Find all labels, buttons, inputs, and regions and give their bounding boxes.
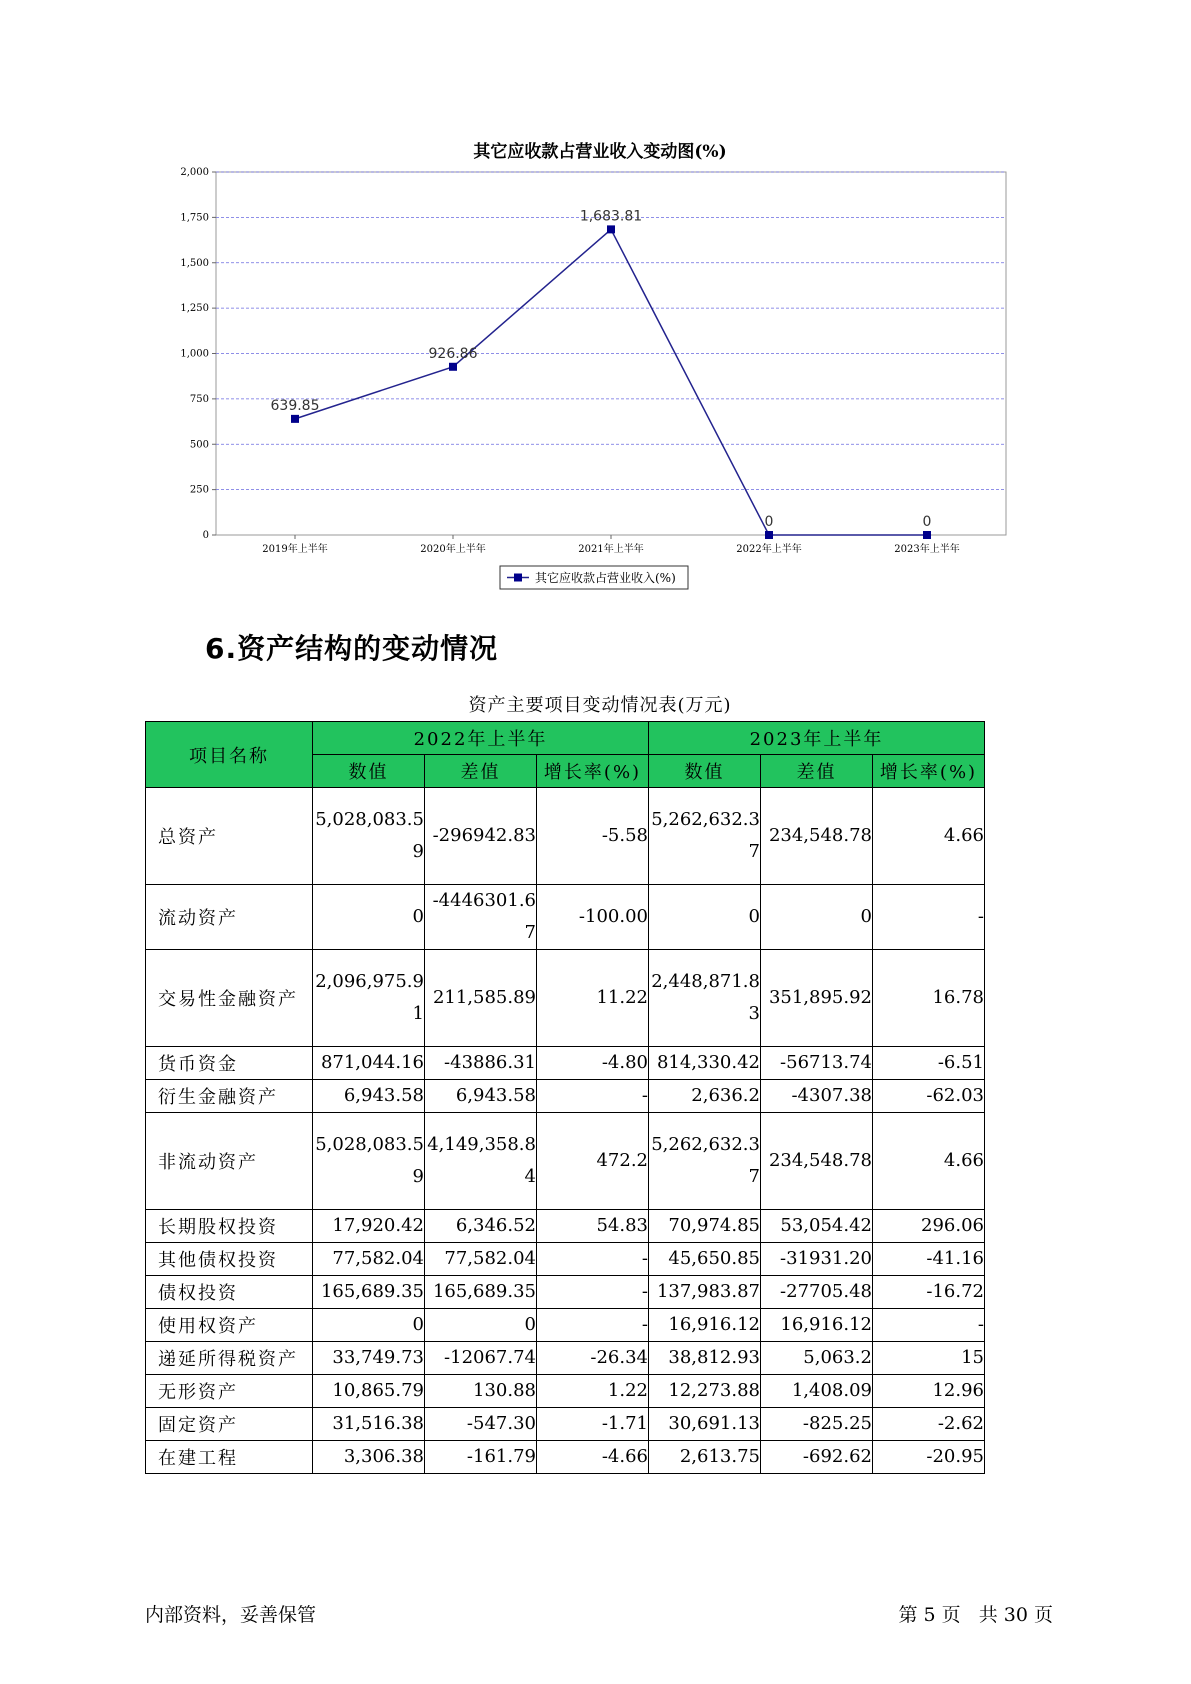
cell-diff-2022: 6,943.58 (425, 1080, 537, 1113)
row-name: 流动资产 (146, 885, 313, 950)
header-period-2022: 2022年上半年 (313, 722, 649, 755)
cell-value-2023: 70,974.85 (649, 1210, 761, 1243)
header-value-2023: 数值 (649, 755, 761, 788)
header-value-2022: 数值 (313, 755, 425, 788)
cell-diff-2022: 211,585.89 (425, 950, 537, 1047)
cell-diff-2022: 77,582.04 (425, 1243, 537, 1276)
cell-growth-2023: - (873, 885, 985, 950)
cell-diff-2023: 16,916.12 (761, 1309, 873, 1342)
x-tick-label: 2021年上半年 (578, 544, 644, 555)
table-row (146, 1210, 985, 1243)
cell-value-2022: 871,044.16 (313, 1047, 425, 1080)
footer-confidential-note: 内部资料，妥善保管 (145, 1604, 317, 1626)
footer-page-number: 第 5 页 共 30 页 (898, 1604, 1053, 1626)
cell-value-2022: 6,943.58 (313, 1080, 425, 1113)
cell-growth-2022: - (537, 1309, 649, 1342)
legend-marker-icon (514, 574, 522, 582)
cell-growth-2023: 16.78 (873, 950, 985, 1047)
cell-growth-2023: 4.66 (873, 1113, 985, 1210)
cell-value-2023: 0 (649, 885, 761, 950)
row-name: 非流动资产 (146, 1113, 313, 1210)
row-name: 衍生金融资产 (146, 1080, 313, 1113)
cell-diff-2022: -296942.83 (425, 788, 537, 885)
row-name: 固定资产 (146, 1408, 313, 1441)
cell-value-2023: 38,812.93 (649, 1342, 761, 1375)
row-name: 在建工程 (146, 1441, 313, 1474)
cell-value-2022: 17,920.42 (313, 1210, 425, 1243)
cell-growth-2023: 4.66 (873, 788, 985, 885)
cell-growth-2022: - (537, 1243, 649, 1276)
data-label: 926.86 (428, 345, 478, 362)
cell-growth-2022: - (537, 1276, 649, 1309)
cell-value-2023: 2,448,871.83 (649, 950, 761, 1047)
table-caption: 资产主要项目变动情况表(万元) (468, 695, 732, 716)
cell-diff-2022: -4446301.67 (425, 885, 537, 950)
cell-value-2022: 33,749.73 (313, 1342, 425, 1375)
cell-diff-2023: 0 (761, 885, 873, 950)
row-name: 交易性金融资产 (146, 950, 313, 1047)
data-label: 0 (764, 514, 774, 530)
cell-diff-2023: 234,548.78 (761, 788, 873, 885)
cell-growth-2023: 12.96 (873, 1375, 985, 1408)
cell-diff-2022: -161.79 (425, 1441, 537, 1474)
x-tick-label: 2022年上半年 (736, 544, 802, 555)
data-point (923, 531, 931, 539)
cell-growth-2023: -41.16 (873, 1243, 985, 1276)
cell-value-2022: 77,582.04 (313, 1243, 425, 1276)
cell-growth-2023: -16.72 (873, 1276, 985, 1309)
header-growth-2022: 增长率(%) (537, 755, 649, 788)
section-heading: 6.资产结构的变动情况 (205, 632, 499, 665)
cell-value-2023: 5,262,632.37 (649, 1113, 761, 1210)
cell-diff-2022: 4,149,358.84 (425, 1113, 537, 1210)
table-row (146, 885, 985, 950)
cell-diff-2023: 53,054.42 (761, 1210, 873, 1243)
cell-diff-2023: 351,895.92 (761, 950, 873, 1047)
cell-diff-2023: 1,408.09 (761, 1375, 873, 1408)
cell-value-2022: 0 (313, 885, 425, 950)
table-row (146, 1441, 985, 1474)
cell-growth-2023: -20.95 (873, 1441, 985, 1474)
table-row (146, 950, 985, 1047)
cell-diff-2023: -31931.20 (761, 1243, 873, 1276)
y-tick-label: 750 (189, 393, 209, 405)
chart-title: 其它应收款占营业收入变动图(%) (473, 142, 727, 162)
cell-value-2023: 12,273.88 (649, 1375, 761, 1408)
row-name: 使用权资产 (146, 1309, 313, 1342)
cell-growth-2022: -4.66 (537, 1441, 649, 1474)
y-tick-label: 0 (202, 530, 209, 541)
cell-diff-2022: 6,346.52 (425, 1210, 537, 1243)
cell-value-2022: 3,306.38 (313, 1441, 425, 1474)
cell-growth-2023: -2.62 (873, 1408, 985, 1441)
cell-diff-2023: -4307.38 (761, 1080, 873, 1113)
cell-value-2022: 0 (313, 1309, 425, 1342)
cell-growth-2022: -4.80 (537, 1047, 649, 1080)
cell-growth-2022: -1.71 (537, 1408, 649, 1441)
cell-diff-2023: -56713.74 (761, 1047, 873, 1080)
data-label: 1,683.81 (579, 208, 643, 225)
cell-growth-2023: -62.03 (873, 1080, 985, 1113)
cell-value-2022: 5,028,083.59 (313, 788, 425, 885)
cell-diff-2022: 0 (425, 1309, 537, 1342)
table-row (146, 1080, 985, 1113)
row-name: 长期股权投资 (146, 1210, 313, 1243)
header-period-2023: 2023年上半年 (649, 722, 985, 755)
cell-value-2022: 2,096,975.91 (313, 950, 425, 1047)
x-tick-label: 2023年上半年 (894, 544, 960, 555)
cell-diff-2022: 165,689.35 (425, 1276, 537, 1309)
y-axis-ticks (180, 167, 216, 541)
row-name: 总资产 (146, 788, 313, 885)
y-tick-label: 1,000 (180, 348, 209, 360)
cell-value-2022: 10,865.79 (313, 1375, 425, 1408)
table-row (146, 1113, 985, 1210)
data-point (449, 363, 457, 371)
table-row (146, 1375, 985, 1408)
row-name: 递延所得税资产 (146, 1342, 313, 1375)
y-tick-label: 1,250 (180, 303, 209, 315)
data-point (291, 415, 299, 423)
cell-growth-2022: - (537, 1080, 649, 1113)
row-name: 无形资产 (146, 1375, 313, 1408)
cell-growth-2022: -100.00 (537, 885, 649, 950)
header-diff-2023: 差值 (761, 755, 873, 788)
line-chart (160, 138, 1040, 598)
cell-diff-2022: 130.88 (425, 1375, 537, 1408)
legend-label: 其它应收款占营业收入(%) (535, 571, 676, 585)
row-name: 债权投资 (146, 1276, 313, 1309)
table-row (146, 788, 985, 885)
cell-value-2022: 31,516.38 (313, 1408, 425, 1441)
header-item-name: 项目名称 (146, 722, 313, 788)
cell-growth-2023: 296.06 (873, 1210, 985, 1243)
table-row (146, 1309, 985, 1342)
y-tick-label: 1,500 (180, 257, 209, 269)
y-tick-label: 250 (189, 484, 209, 496)
data-point (765, 531, 773, 539)
y-tick-label: 500 (189, 439, 209, 451)
cell-diff-2023: -27705.48 (761, 1276, 873, 1309)
cell-value-2023: 5,262,632.37 (649, 788, 761, 885)
row-name: 其他债权投资 (146, 1243, 313, 1276)
table-row (146, 1342, 985, 1375)
y-tick-label: 2,000 (180, 167, 209, 178)
cell-diff-2022: -12067.74 (425, 1342, 537, 1375)
cell-growth-2023: 15 (873, 1342, 985, 1375)
cell-value-2023: 16,916.12 (649, 1309, 761, 1342)
cell-diff-2023: 234,548.78 (761, 1113, 873, 1210)
cell-value-2023: 2,636.2 (649, 1080, 761, 1113)
cell-growth-2022: 472.2 (537, 1113, 649, 1210)
table-row (146, 1408, 985, 1441)
cell-growth-2022: 11.22 (537, 950, 649, 1047)
data-label: 639.85 (270, 397, 320, 414)
asset-structure-table (145, 721, 985, 1474)
cell-value-2023: 2,613.75 (649, 1441, 761, 1474)
y-tick-label: 1,750 (180, 212, 209, 224)
x-axis-ticks (262, 535, 959, 555)
cell-growth-2022: 1.22 (537, 1375, 649, 1408)
header-diff-2022: 差值 (425, 755, 537, 788)
row-name: 货币资金 (146, 1047, 313, 1080)
x-tick-label: 2020年上半年 (420, 544, 486, 555)
header-growth-2023: 增长率(%) (873, 755, 985, 788)
cell-diff-2023: 5,063.2 (761, 1342, 873, 1375)
cell-growth-2022: 54.83 (537, 1210, 649, 1243)
cell-growth-2023: -6.51 (873, 1047, 985, 1080)
cell-value-2022: 5,028,083.59 (313, 1113, 425, 1210)
cell-value-2023: 137,983.87 (649, 1276, 761, 1309)
cell-value-2023: 814,330.42 (649, 1047, 761, 1080)
table-row (146, 1243, 985, 1276)
cell-growth-2022: -26.34 (537, 1342, 649, 1375)
cell-value-2023: 30,691.13 (649, 1408, 761, 1441)
cell-diff-2022: -43886.31 (425, 1047, 537, 1080)
x-tick-label: 2019年上半年 (262, 544, 328, 555)
cell-diff-2023: -692.62 (761, 1441, 873, 1474)
cell-value-2023: 45,650.85 (649, 1243, 761, 1276)
cell-growth-2023: - (873, 1309, 985, 1342)
legend (500, 566, 688, 589)
cell-growth-2022: -5.58 (537, 788, 649, 885)
cell-diff-2022: -547.30 (425, 1408, 537, 1441)
table-row (146, 1047, 985, 1080)
table-row (146, 1276, 985, 1309)
cell-diff-2023: -825.25 (761, 1408, 873, 1441)
data-point (607, 225, 615, 233)
cell-value-2022: 165,689.35 (313, 1276, 425, 1309)
data-label: 0 (922, 514, 932, 530)
